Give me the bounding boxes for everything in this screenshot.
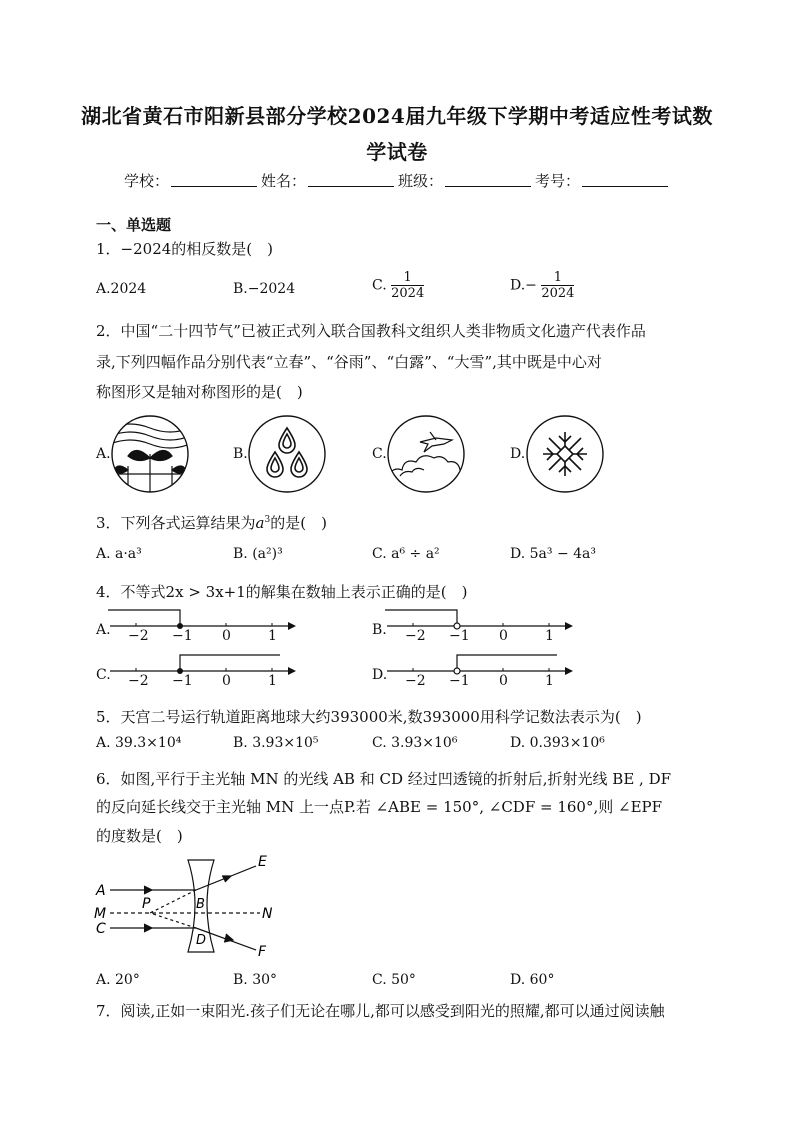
figure-lichun-sprout bbox=[110, 414, 190, 494]
school-blank[interactable] bbox=[171, 170, 257, 187]
q3-stem-var: a bbox=[255, 514, 265, 532]
q6-option-c[interactable]: C. 50° bbox=[372, 972, 416, 988]
q2-label-b[interactable]: B. bbox=[233, 446, 248, 462]
q3-stem-post: 的是( ) bbox=[270, 514, 327, 532]
q5-option-a[interactable]: A. 39.3×10⁴ bbox=[96, 735, 182, 751]
tick-d-0: 0 bbox=[499, 673, 508, 689]
q3-option-b[interactable]: B. (a²)³ bbox=[233, 546, 283, 562]
q2-line1: 2．中国“二十四节气”已被正式列入联合国教科文组织人类非物质文化遗产代表作品 bbox=[96, 322, 646, 340]
q6-option-b[interactable]: B. 30° bbox=[233, 972, 278, 988]
q1-c-fraction bbox=[391, 270, 424, 301]
q1-stem: 1．−2024的相反数是( ) bbox=[96, 240, 273, 258]
class-blank[interactable] bbox=[445, 170, 531, 187]
q3-stem bbox=[96, 505, 706, 538]
figure-bailu-bird bbox=[386, 414, 466, 494]
q3-stem-exp: 3 bbox=[264, 515, 271, 525]
tick-a-neg1: −1 bbox=[172, 628, 193, 644]
q3-stem-pre: 3．下列各式运算结果为 bbox=[96, 514, 256, 532]
q4-label-c[interactable]: C. bbox=[96, 667, 111, 683]
class-label: 班级： bbox=[398, 172, 444, 190]
concave-lens-diagram bbox=[92, 852, 292, 962]
tick-d-neg2: −2 bbox=[405, 673, 426, 689]
q3-option-a[interactable]: A. a·a³ bbox=[96, 546, 142, 562]
q4-stem: 4．不等式2x > 3x+1的解集在数轴上表示正确的是( ) bbox=[96, 583, 468, 601]
tick-a-0: 0 bbox=[222, 628, 231, 644]
label-F: F bbox=[258, 944, 267, 960]
q1-option-c[interactable] bbox=[372, 270, 424, 301]
label-A: A bbox=[96, 883, 106, 899]
examno-label: 考号： bbox=[535, 172, 581, 190]
q1-d-prefix: D.− bbox=[510, 277, 537, 294]
name-blank[interactable] bbox=[308, 170, 394, 187]
q6-line3: 的度数是( ) bbox=[96, 827, 183, 845]
q6-line2: 的反向延长线交于主光轴 MN 上一点P.若 ∠ABE = 150°, ∠CDF = 160°,则 ∠EPF bbox=[96, 798, 663, 816]
tick-d-neg1: −1 bbox=[449, 673, 470, 689]
q1-c-den: 2024 bbox=[391, 286, 425, 301]
school-label: 学校： bbox=[124, 172, 170, 190]
q6-option-d[interactable]: D. 60° bbox=[510, 972, 555, 988]
q1-d-fraction bbox=[541, 270, 574, 301]
q2-label-c[interactable]: C. bbox=[372, 446, 387, 462]
exam-title-line1: 湖北省黄石市阳新县部分学校2024届九年级下学期中考适应性考试数 bbox=[81, 104, 713, 128]
exam-title-line2: 学试卷 bbox=[366, 140, 428, 164]
q1-option-b[interactable]: B.−2024 bbox=[233, 281, 296, 297]
q5-option-b[interactable]: B. 3.93×10⁵ bbox=[233, 735, 319, 751]
tick-d-1: 1 bbox=[545, 673, 554, 689]
q2-line2: 录,下列四幅作品分别代表“立春”、“谷雨”、“白露”、“大雪”,其中既是中心对 bbox=[96, 353, 602, 371]
q4-label-b[interactable]: B. bbox=[372, 622, 387, 638]
label-C: C bbox=[96, 921, 106, 937]
tick-b-1: 1 bbox=[545, 628, 554, 644]
tick-a-1: 1 bbox=[268, 628, 277, 644]
tick-b-0: 0 bbox=[499, 628, 508, 644]
q6-line1: 6．如图,平行于主光轴 MN 的光线 AB 和 CD 经过凹透镜的折射后,折射光线 BE , DF bbox=[96, 770, 672, 788]
q1-d-num: 1 bbox=[553, 270, 563, 285]
q7-line1: 7．阅读,正如一束阳光.孩子们无论在哪儿,都可以感受到阳光的照耀,都可以通过阅读触 bbox=[96, 1002, 665, 1020]
tick-c-0: 0 bbox=[222, 673, 231, 689]
q1-option-d[interactable] bbox=[510, 270, 574, 301]
section-heading: 一、单选题 bbox=[96, 216, 172, 234]
label-M: M bbox=[94, 906, 107, 922]
label-P: P bbox=[142, 896, 151, 912]
q5-option-c[interactable]: C. 3.93×10⁶ bbox=[372, 735, 458, 751]
tick-c-1: 1 bbox=[268, 673, 277, 689]
q1-d-den: 2024 bbox=[541, 286, 575, 301]
examno-blank[interactable] bbox=[582, 170, 668, 187]
q6-option-a[interactable]: A. 20° bbox=[96, 972, 140, 988]
q2-label-a[interactable]: A. bbox=[96, 446, 111, 462]
tick-b-neg2: −2 bbox=[405, 628, 426, 644]
q5-stem: 5．天宫二号运行轨道距离地球大约393000米,数393000用科学记数法表示为( ) bbox=[96, 708, 642, 726]
label-N: N bbox=[262, 906, 273, 922]
q1-option-a[interactable]: A.2024 bbox=[96, 281, 147, 297]
q3-option-c[interactable]: C. a⁶ ÷ a² bbox=[372, 546, 440, 562]
q2-line3: 称图形又是轴对称图形的是( ) bbox=[96, 383, 303, 401]
info-fields bbox=[124, 170, 672, 191]
q4-label-a[interactable]: A. bbox=[96, 622, 111, 638]
tick-c-neg1: −1 bbox=[172, 673, 193, 689]
label-B: B bbox=[196, 897, 205, 912]
q2-label-d[interactable]: D. bbox=[510, 446, 526, 462]
q1-c-prefix: C. bbox=[372, 277, 387, 294]
q4-label-d[interactable]: D. bbox=[372, 667, 388, 683]
figure-daxue-snowflake bbox=[525, 414, 605, 494]
label-D: D bbox=[196, 933, 207, 948]
name-label: 姓名： bbox=[261, 172, 307, 190]
tick-b-neg1: −1 bbox=[449, 628, 470, 644]
q3-option-d[interactable]: D. 5a³ − 4a³ bbox=[510, 546, 596, 562]
figure-guyu-raindrops bbox=[247, 414, 327, 494]
label-E: E bbox=[258, 854, 267, 870]
q5-option-d[interactable]: D. 0.393×10⁶ bbox=[510, 735, 605, 751]
tick-a-neg2: −2 bbox=[128, 628, 149, 644]
q1-c-num: 1 bbox=[403, 270, 412, 285]
tick-c-neg2: −2 bbox=[128, 673, 149, 689]
